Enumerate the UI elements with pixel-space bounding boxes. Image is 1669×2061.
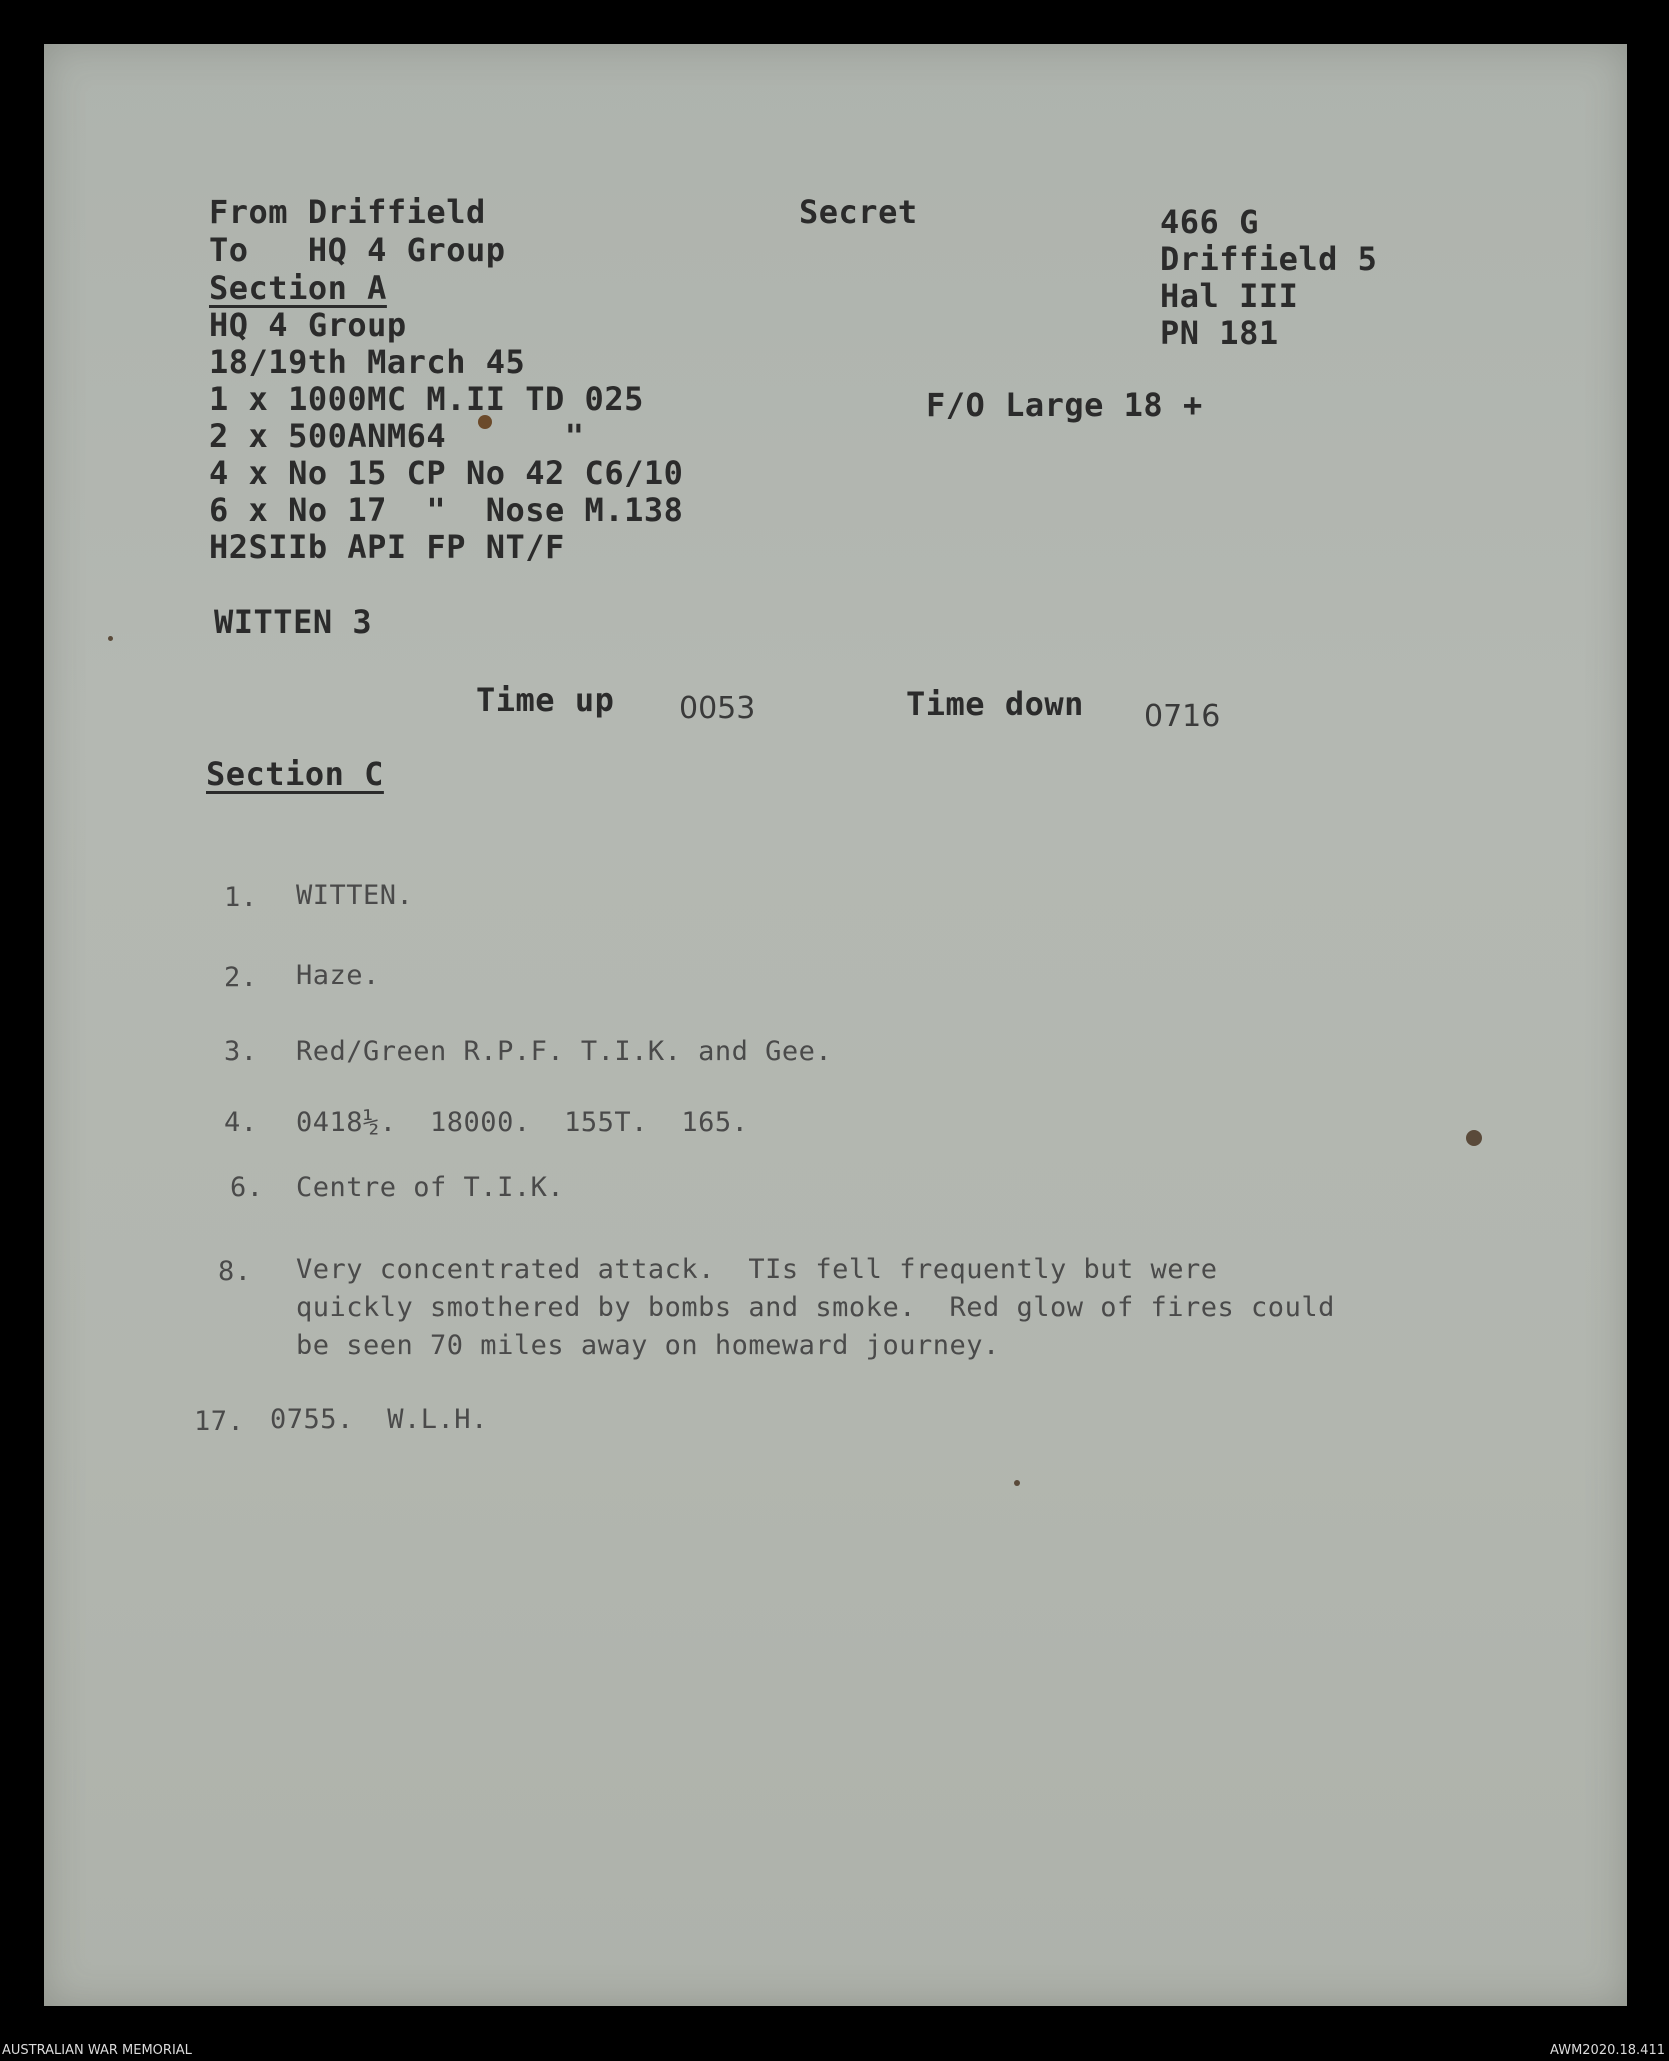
pilot-line: F/O Large 18 +: [926, 386, 1203, 424]
section-c-item-text: Haze.: [296, 960, 380, 991]
time-down-label: Time down: [906, 685, 1084, 723]
section-a-line: 4 x No 15 CP No 42 C6/10: [209, 454, 684, 492]
section-c-item-text-line: Very concentrated attack. TIs fell frequently but were: [296, 1254, 1218, 1285]
section-c-item-text: Red/Green R.P.F. T.I.K. and Gee.: [296, 1036, 833, 1067]
time-up-value: 0053: [679, 691, 756, 726]
paper-stain: [108, 636, 113, 641]
section-c-item-number: 2.: [224, 962, 258, 993]
to-line: To HQ 4 Group: [209, 231, 506, 269]
reference-line: 466 G: [1160, 203, 1259, 241]
section-c-item-number: 6.: [230, 1172, 264, 1203]
reference-line: PN 181: [1160, 314, 1279, 352]
section-c-item-text-line: quickly smothered by bombs and smoke. Red glow of fires could: [296, 1292, 1335, 1323]
section-a-line: H2SIIb API FP NT/F: [209, 528, 565, 566]
section-a-line: 6 x No 17 " Nose M.138: [209, 491, 684, 529]
target-line: WITTEN 3: [214, 603, 373, 641]
time-down-value: 0716: [1144, 699, 1221, 734]
section-c-item-number: 4.: [224, 1107, 258, 1138]
paper-stain: [1466, 1130, 1482, 1146]
reference-line: Hal III: [1160, 277, 1299, 315]
paper-sheet: [44, 44, 1627, 2006]
reference-line: Driffield 5: [1160, 240, 1378, 278]
section-c-item-text: 0755. W.L.H.: [270, 1404, 488, 1435]
paper-stain: [1014, 1480, 1020, 1486]
from-line: From Driffield: [209, 193, 486, 231]
section-a-line: 18/19th March 45: [209, 343, 526, 381]
time-up-label: Time up: [476, 681, 615, 719]
section-a-line: 2 x 500ANM64 ": [209, 417, 585, 455]
section-c-item-text-line: be seen 70 miles away on homeward journey.: [296, 1330, 1000, 1361]
section-a-line: 1 x 1000MC M.II TD 025: [209, 380, 644, 418]
section-c-item-text: 0418½. 18000. 155T. 165.: [296, 1107, 749, 1138]
section-c-item-number: 17.: [194, 1406, 245, 1437]
section-a-heading: Section A: [209, 269, 387, 307]
section-c-item-number: 8.: [218, 1256, 252, 1287]
section-c-item-text: Centre of T.I.K.: [296, 1172, 565, 1203]
classification: Secret: [799, 193, 918, 231]
footer-archive-name: AUSTRALIAN WAR MEMORIAL: [2, 2043, 192, 2058]
section-c-heading: Section C: [206, 755, 384, 793]
section-a-line: HQ 4 Group: [209, 306, 407, 344]
footer-accession-number: AWM2020.18.411: [1550, 2043, 1665, 2058]
section-c-item-number: 3.: [224, 1036, 258, 1067]
section-c-item-number: 1.: [224, 882, 258, 913]
section-c-item-text: WITTEN.: [296, 880, 414, 911]
